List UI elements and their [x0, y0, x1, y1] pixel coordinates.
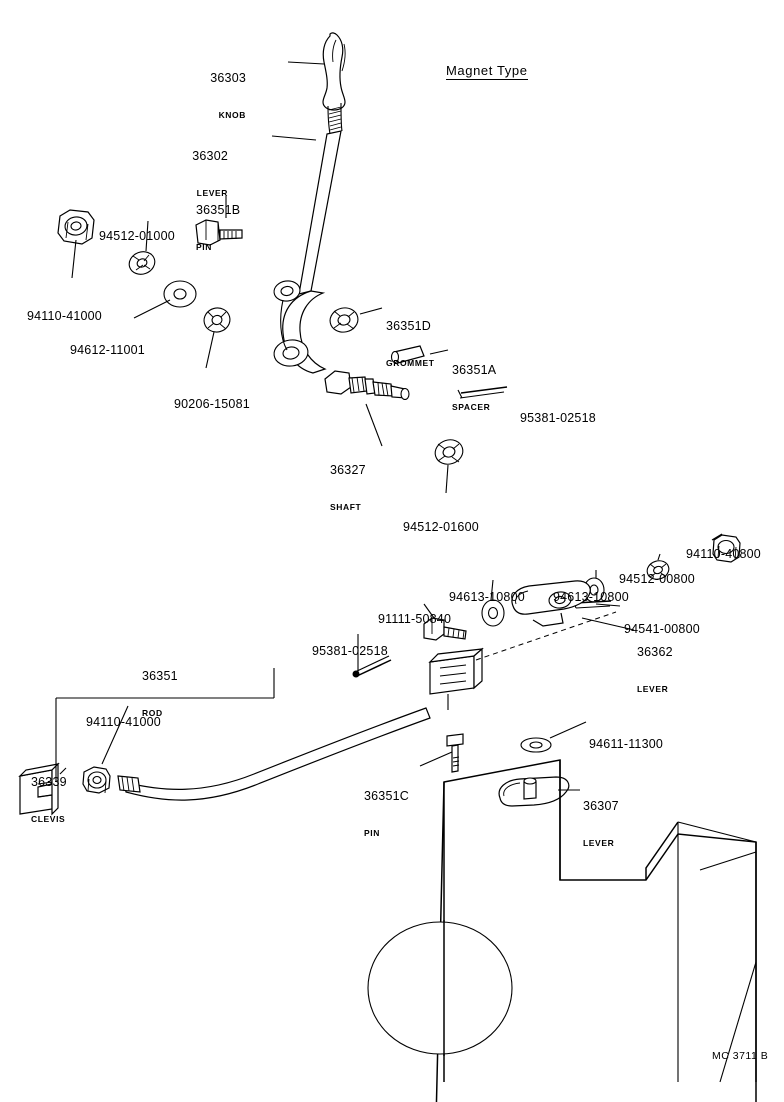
part-label-36351D: 36351D GROMMET	[386, 319, 435, 368]
part-lever-36307	[499, 777, 569, 806]
part-label-94611-11300: 94611-11300	[589, 737, 664, 751]
part-nut-94110-41000-top	[58, 210, 94, 244]
part-label-94613-10800-right: 94613-10800	[553, 590, 629, 604]
part-label-94613-10800-left: 94613-10800	[449, 590, 525, 604]
part-label-36303: 36303 KNOB	[210, 71, 246, 120]
part-washer-94512-01600	[432, 436, 466, 467]
part-label-94512-01600: 94512-01600	[403, 520, 479, 534]
part-label-36351A: 36351A SPACER	[452, 363, 497, 412]
part-label-36327: 36327 SHAFT	[330, 463, 366, 512]
part-label-94541-00800: 94541-00800	[624, 622, 700, 636]
part-label-95381-02518-top: 95381-02518	[520, 411, 596, 425]
part-washer-94612-11001	[164, 281, 196, 307]
part-washer-90206-15081	[201, 305, 232, 335]
part-label-36307: 36307 LEVER	[583, 799, 619, 848]
part-label-94110-41000-top: 94110-41000	[27, 309, 102, 323]
part-washer-94611-11300	[521, 738, 551, 752]
part-label-94110-41000-bottom: 94110-41000	[86, 715, 161, 729]
part-label-94512-01000: 94512-01000	[99, 229, 175, 243]
part-lever-36302	[272, 131, 341, 373]
part-label-36339: 36339 CLEVIS	[31, 775, 67, 824]
part-label-36351: 36351 ROD	[142, 669, 178, 718]
part-label-36351C: 36351C PIN	[364, 789, 409, 838]
part-label-36351B: 36351B PIN	[196, 203, 241, 252]
part-knob-36303	[323, 33, 345, 110]
transmission-housing	[368, 760, 756, 1102]
part-nut-94110-41000-bottom	[83, 767, 110, 793]
part-label-94110-40800: 94110-40800	[686, 547, 761, 561]
part-label-95381-02518-bottom: 95381-02518	[312, 644, 388, 658]
part-label-94612-11001: 94612-11001	[70, 343, 145, 357]
part-label-90206-15081: 90206-15081	[174, 397, 250, 411]
diagram-title: Magnet Type	[446, 63, 528, 78]
part-label-94512-00800: 94512-00800	[619, 572, 695, 586]
part-label-91111-50840: 91111-50840	[378, 612, 452, 626]
figure-code: MC 3711 B	[712, 1050, 769, 1062]
part-label-36362: 36362 LEVER	[637, 645, 673, 694]
part-grommet-36351D	[328, 305, 360, 334]
part-label-36302: 36302 LEVER	[192, 149, 228, 198]
